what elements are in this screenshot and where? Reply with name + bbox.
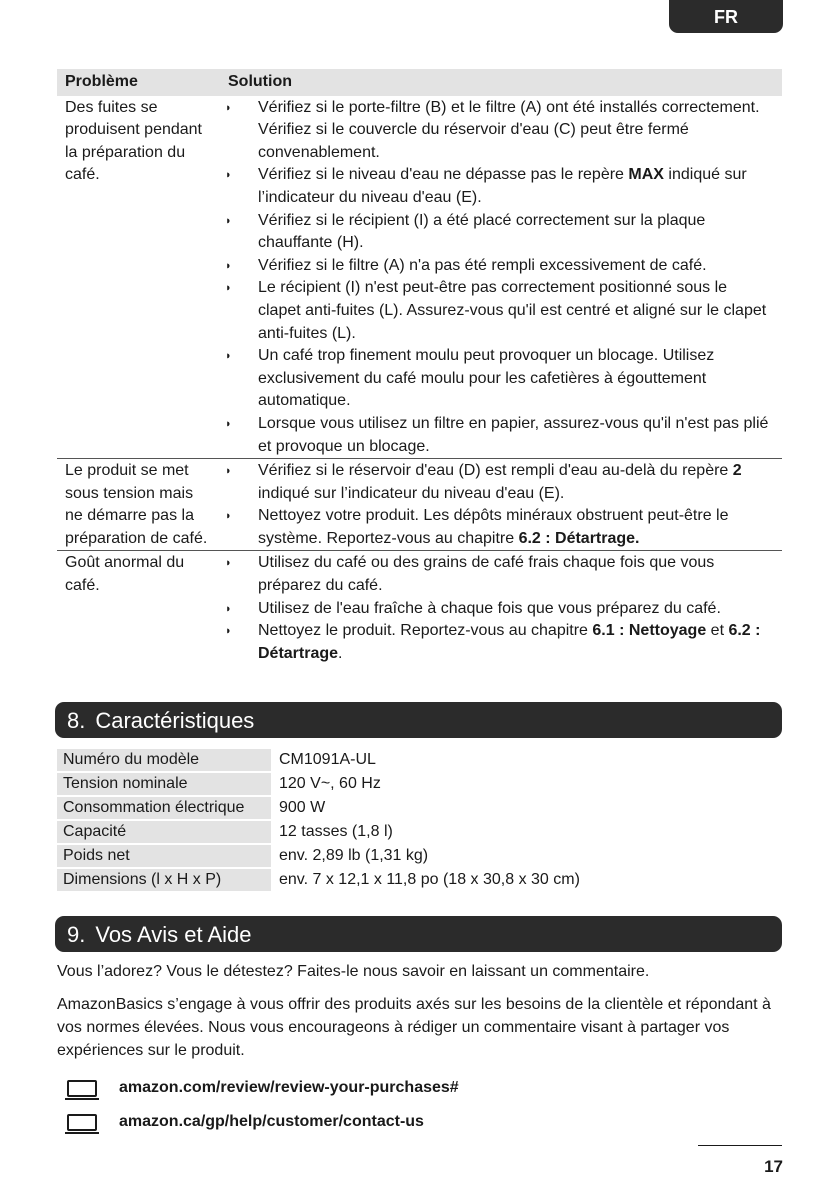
solution-item bbox=[221, 277, 774, 345]
section-number: 9. bbox=[67, 922, 86, 947]
solution-text bbox=[258, 255, 774, 278]
solution-cell bbox=[216, 459, 782, 551]
spec-value: 900 W bbox=[279, 799, 326, 816]
text-run: Nettoyez le produit. Reportez-vous au chapitre bbox=[258, 622, 593, 640]
solution-text bbox=[258, 505, 774, 550]
text-run: Utilisez du café ou des grains de café frais chaque fois que vous préparez du café. bbox=[258, 554, 715, 595]
language-tab: FR bbox=[669, 0, 783, 33]
bullet-icon: ◗ bbox=[225, 169, 232, 182]
solution-item bbox=[221, 620, 774, 665]
solution-item bbox=[221, 460, 774, 505]
emphasis-text: 6.1 : Nettoyage bbox=[592, 622, 707, 640]
spec-label: Consommation électrique bbox=[57, 797, 271, 819]
bullet-icon: ◗ bbox=[225, 259, 232, 272]
solution-text bbox=[258, 345, 774, 413]
contact-link[interactable] bbox=[67, 1113, 424, 1131]
review-link-text[interactable]: amazon.com/review/review-your-purchases# bbox=[119, 1079, 459, 1096]
section-title: Vos Avis et Aide bbox=[95, 922, 252, 947]
text-run: et bbox=[706, 622, 729, 640]
bullet-icon: ◗ bbox=[225, 602, 232, 615]
solution-text bbox=[258, 97, 774, 165]
spec-row bbox=[57, 869, 586, 891]
solution-item bbox=[221, 552, 774, 597]
table-row bbox=[57, 459, 782, 551]
solution-text bbox=[258, 413, 774, 458]
bullet-icon: ◗ bbox=[225, 510, 232, 523]
problem-cell: Goût anormal du café. bbox=[65, 554, 185, 595]
text-run: Utilisez de l'eau fraîche à chaque fois que vous préparez du café. bbox=[258, 599, 721, 617]
spec-value: env. 2,89 lb (1,31 kg) bbox=[279, 847, 429, 864]
spec-label: Capacité bbox=[57, 821, 271, 843]
emphasis-text: MAX bbox=[628, 166, 664, 184]
spec-value: 120 V~, 60 Hz bbox=[279, 775, 381, 792]
problem-cell: Des fuites se produisent pendant la préparation du café. bbox=[65, 98, 202, 184]
solution-item bbox=[221, 598, 774, 621]
spec-label: Dimensions (l x H x P) bbox=[57, 869, 271, 891]
text-run: Vérifiez si le filtre (A) n'a pas été rempli excessivement de café. bbox=[258, 256, 707, 274]
bullet-icon: ◗ bbox=[225, 214, 232, 227]
bullet-icon: ◗ bbox=[225, 101, 232, 114]
laptop-icon bbox=[67, 1080, 97, 1097]
feedback-intro: Vous l’adorez? Vous le détestez? Faites-le nous savoir en laissant un commentaire. bbox=[57, 963, 650, 980]
bullet-icon: ◗ bbox=[225, 417, 232, 430]
solution-item bbox=[221, 97, 774, 165]
bullet-icon: ◗ bbox=[225, 350, 232, 363]
solution-item bbox=[221, 505, 774, 550]
spec-label: Tension nominale bbox=[57, 773, 271, 795]
solution-cell bbox=[216, 96, 782, 459]
section-header-specifications bbox=[55, 702, 782, 738]
contact-link-text[interactable]: amazon.ca/gp/help/customer/contact-us bbox=[119, 1113, 424, 1130]
solution-text bbox=[258, 598, 774, 621]
text-run: Lorsque vous utilisez un filtre en papier, assurez-vous qu'il n'est pas plié et provoque un blocage. bbox=[258, 414, 769, 455]
solution-item bbox=[221, 345, 774, 413]
text-run: Le récipient (I) n'est peut-être pas correctement positionné sous le clapet anti-fuites (L). Assurez-vous qu'il est centré et aligné sur le clapet anti-fuites (L). bbox=[258, 279, 767, 342]
problem-cell: Le produit se met sous tension mais ne démarre pas la préparation de café. bbox=[65, 462, 208, 547]
bullet-icon: ◗ bbox=[225, 625, 232, 638]
page-number: 17 bbox=[764, 1157, 783, 1176]
spec-value: 12 tasses (1,8 l) bbox=[279, 823, 393, 840]
text-run: Un café trop finement moulu peut provoquer un blocage. Utilisez exclusivement du café moulu pour les cafetières à égouttement automatique. bbox=[258, 347, 715, 410]
text-run: Nettoyez votre produit. Les dépôts minéraux obstruent peut-être le système. Reportez-vous au chapitre bbox=[258, 507, 729, 547]
solution-text bbox=[258, 460, 774, 505]
solution-text bbox=[258, 210, 774, 255]
text-run: indiqué sur l’indicateur du niveau d'eau (E). bbox=[258, 166, 747, 206]
text-run: Vérifiez si le niveau d'eau ne dépasse pas le repère bbox=[258, 166, 629, 184]
specifications-table bbox=[57, 747, 586, 893]
spec-row bbox=[57, 821, 586, 843]
table-row bbox=[57, 96, 782, 459]
text-run: indiqué sur l’indicateur du niveau d'eau (E). bbox=[258, 484, 565, 502]
spec-row bbox=[57, 749, 586, 771]
text-run: . bbox=[338, 644, 343, 662]
text-run: Vérifiez si le porte-filtre (B) et le filtre (A) ont été installés correctement. Vérifiez si le couvercle du réservoir d'eau (C) peut être fermé convenablement. bbox=[258, 98, 760, 161]
spec-value: CM1091A-UL bbox=[279, 751, 376, 768]
solution-item bbox=[221, 255, 774, 278]
emphasis-text: 2 bbox=[732, 462, 742, 480]
solution-cell bbox=[216, 551, 782, 665]
solution-text bbox=[258, 164, 774, 209]
section-header-feedback bbox=[55, 916, 782, 952]
section-title: Caractéristiques bbox=[95, 708, 255, 733]
emphasis-text: 6.2 : Détartrage. bbox=[518, 529, 640, 547]
header-problem: Problème bbox=[57, 69, 216, 96]
bullet-icon: ◗ bbox=[225, 557, 232, 570]
solution-item bbox=[221, 413, 774, 458]
feedback-body: AmazonBasics s’engage à vous offrir des produits axés sur les besoins de la clientèle et répondant à vos normes élevées. Nous vous encourageons à rédiger un commentaire visant à partager vos expériences sur le produit. bbox=[57, 996, 771, 1059]
laptop-icon bbox=[67, 1114, 97, 1131]
review-link[interactable] bbox=[67, 1079, 459, 1097]
text-run: Vérifiez si le réservoir d'eau (D) est rempli d'eau au-delà du repère bbox=[258, 462, 733, 480]
footer-divider bbox=[698, 1145, 782, 1146]
spec-row bbox=[57, 797, 586, 819]
spec-label: Numéro du modèle bbox=[57, 749, 271, 771]
spec-row bbox=[57, 773, 586, 795]
spec-label: Poids net bbox=[57, 845, 271, 867]
emphasis-text: 6.2 : Détartrage bbox=[258, 622, 761, 662]
section-number: 8. bbox=[67, 708, 86, 733]
troubleshooting-table bbox=[57, 69, 782, 665]
bullet-icon: ◗ bbox=[225, 282, 232, 295]
solution-text bbox=[258, 620, 774, 665]
spec-row bbox=[57, 845, 586, 867]
text-run: Vérifiez si le récipient (I) a été placé correctement sur la plaque chauffante (H). bbox=[258, 211, 706, 252]
header-solution: Solution bbox=[216, 69, 782, 96]
solution-text bbox=[258, 277, 774, 345]
table-row bbox=[57, 551, 782, 665]
solution-text bbox=[258, 552, 774, 597]
bullet-icon: ◗ bbox=[225, 465, 232, 478]
spec-value: env. 7 x 12,1 x 11,8 po (18 x 30,8 x 30 cm) bbox=[279, 871, 580, 888]
solution-item bbox=[221, 210, 774, 255]
solution-item bbox=[221, 164, 774, 209]
